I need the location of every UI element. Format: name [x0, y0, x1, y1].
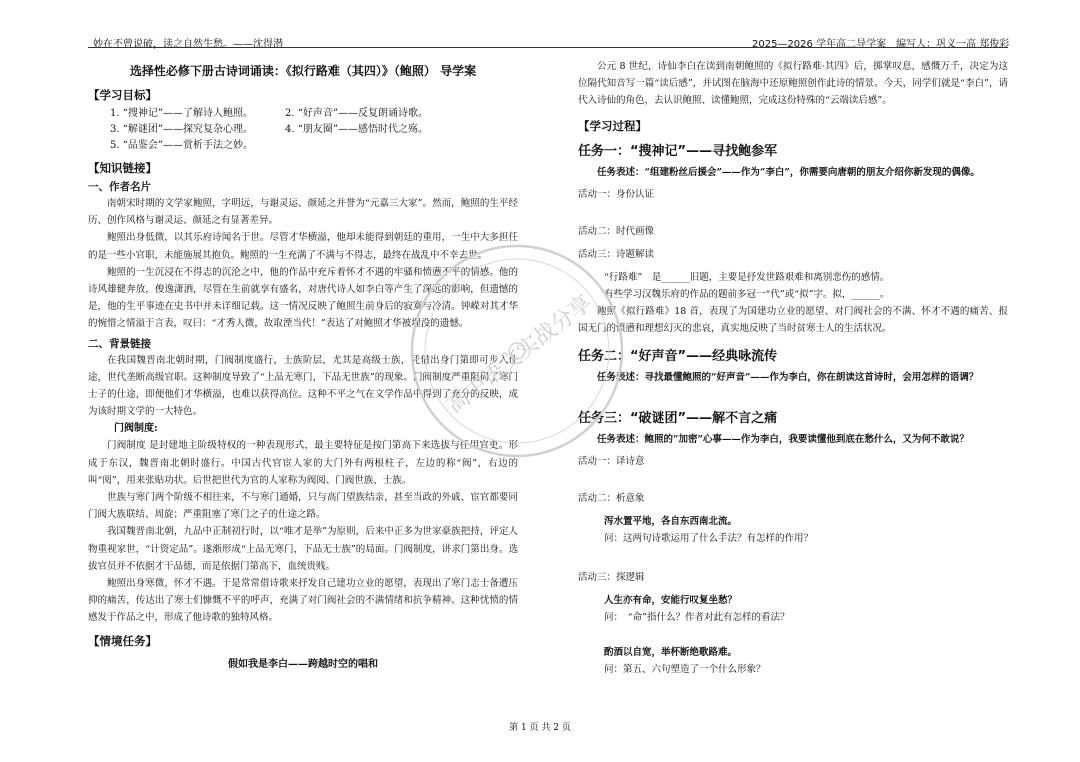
task3-question: 问：这两句诗歌运用了什么手法？有怎样的作用？	[604, 533, 814, 545]
author-paragraph: 鲍照出身低微，以其乐府诗闻名于世。尽管才华横溢，他却未能得到朝廷的重用，一生中大多担任的是一些小官职，未能施展其抱负。鲍照的一生充满了不满与不得志，最终在战乱中不幸去世。	[88, 232, 518, 261]
author-paragraph: 鲍照的一生沉浸在不得志的沉沦之中，他的作品中充斥着怀才不遇的牢骚和愤懑不平的情感。他的诗风雄健奔放，俊逸潇洒，尽管在生前就享有盛名，对唐代诗人如李白等产生了深远的影响，但遗憾的是，他的生平事迹在史书中并未详细记载。这一情况反映了鲍照生前身后的寂寞与冷清。钟嵘对其才华的惋惜之情溢于言表，叹曰：“才秀人微，故取湮当代！”表达了对鲍照才华被埋没的遗憾。	[88, 266, 518, 330]
scenario-intro: 公元 8 世纪，诗仙李白在读到南朝鲍照的《拟行路难·其四》后，掷掌叹息，感慨万千，决定为这位隔代知音写一篇“读后感”，并试图在脑海中还原鲍照创作此诗的情景。今天，同学们就是“李白”，请代入诗仙的角色，去认识鲍照、读懂鲍照，完成这份特殊的“云端读后感”。	[578, 61, 1008, 107]
goal-item: 4. “朋友圈”——感悟时代之殇。	[285, 124, 428, 135]
header-info: 2025—2026 学年高二导学案 编写人：巩义一高 郑俊彩	[752, 39, 1010, 50]
scenario-subtitle: 假如我是李白——跨越时空的唱和	[228, 658, 378, 670]
header-divider	[88, 47, 1008, 48]
task2-title: 任务二：“好声音”——经典咏流传	[578, 349, 778, 365]
goal-item: 1. “搜神记”——了解诗人鲍照。	[110, 108, 253, 119]
task1-question: 有些学习汉魏乐府的作品的题前多冠一“代”或“拟”字。拟，______。	[604, 288, 890, 300]
menfa-paragraph: 世族与寒门两个阶级不相往来，不与寒门通婚，只与高门望族结亲，甚至当政的外戚、宦官都要同门阀大族联结、周旋；严重阻塞了寒门之子的仕途之路。	[88, 492, 518, 521]
task3-activity3: 活动三：探逻辑	[578, 572, 645, 584]
knowledge-heading: 【知识链接】	[88, 161, 157, 175]
poem-line: 酌酒以自宽，举杯断绝歌路难。	[604, 647, 738, 659]
menfa-paragraph: 鲍照出身寒微，怀才不遇。于是常常借诗歌来抒发自己建功立业的愿望，表现出了寒门志士备遭压抑的痛苦，传达出了寒士们慷慨不平的呼声，充满了对门阀社会的不满情绪和抗争精神。这种忧愤的情感发于作品之中，形成了他诗歌的独特风格。	[88, 578, 518, 624]
menfa-label: 门阀制度:	[114, 423, 158, 435]
right-column	[578, 58, 1008, 678]
task2-description: 任务表述：寻找最懂鲍照的“好声音”——作为李白，你在朗读这首诗时，会用怎样的语调？	[597, 372, 979, 384]
header-motto: 妙在不曾说破，读之自然生愁。——沈得潜	[93, 39, 283, 50]
goals-list	[110, 106, 518, 154]
process-heading: 【学习过程】	[578, 118, 647, 133]
author-paragraph: 南朝宋时期的文学家鲍照，字明远，与谢灵运、颜延之并誉为“元嘉三大家”。然而，鲍照的生平经历、创作风格与谢灵运、颜延之有显著差异。	[88, 198, 518, 227]
task3-question: 问：第五、六句塑造了一个什么形象？	[604, 664, 766, 676]
menfa-paragraph: 门阀制度 是封建地主阶级特权的一种表现形式，最主要特征是按门第高下来选拔与任用官吏。形成于东汉，魏晋南北朝时盛行。中国古代官宦人家的大门外有两根柱子，左边的称“阀”，右边的叫“阅”，用来张贴功状。后世把世代为官的人家称为阀阅、门阀世族、士族。	[88, 440, 518, 486]
task1-note: 鲍照《拟行路难》18 首，表现了为国建功立业的愿望、对门阀社会的不满、怀才不遇的痛苦、报国无门的愤懑和理想幻灭的悲哀，真实地反映了当时贫寒士人的生活状况。	[578, 305, 1008, 334]
poem-line: 泻水置平地，各自东西南北流。	[604, 516, 738, 528]
background-heading: 二、背景链接	[88, 337, 151, 350]
menfa-paragraph: 我国魏晋南北朝，九品中正制初行时，以“唯才是举”为原则，后来中正多为世家豪族把持，评定人物重视家世，“计资定品”。遂渐形成“上品无寒门，下品无士族”的局面。门阀制度，讲求门第出身。选拔官员并不依据才干品德，而是依据门第高下，血统贵贱。	[88, 526, 518, 572]
task1-description: 任务表述：“组建粉丝后援会”——作为“李白”，你需要向唐朝的朋友介绍你新发现的偶像。	[597, 166, 980, 178]
page-header	[0, 0, 1080, 50]
page-title: 选择性必修下册古诗词诵读：《拟行路难（其四）》（鲍照） 导学案	[129, 64, 477, 78]
task1-activity3: 活动三：诗题解读	[578, 248, 655, 260]
task1-title: 任务一：“搜神记”——寻找鲍参军	[578, 143, 778, 159]
task3-activity2: 活动二：析意象	[578, 493, 645, 505]
goal-item: 3. “解谜团”——探究复杂心理。	[110, 124, 253, 135]
author-heading: 一、作者名片	[88, 181, 151, 193]
poem-line: 人生亦有命，安能行叹复坐愁？	[604, 595, 738, 607]
task3-description: 任务表述：鲍照的“加密”心事——作为李白，我要读懂他到底在愁什么，又为何不敢说？	[597, 434, 969, 446]
task3-title: 任务三：“破谜团”——解不言之痛	[578, 411, 778, 427]
svg-text:高中语文实战分享: 高中语文实战分享	[442, 290, 597, 419]
task1-question: “行路难” 是______旧题，主要是抒发世路艰难和离别悲伤的感情。	[604, 271, 890, 283]
goals-heading: 【学习目标】	[88, 88, 157, 102]
task1-activity2: 活动二：时代画像	[578, 225, 655, 237]
task1-activity1: 活动一：身份认证	[578, 188, 655, 200]
background-paragraph: 在我国魏晋南北朝时期，门阀制度盛行，士族阶层，尤其是高级士族，凭借出身门第即可步入仕途，世代垄断高级官职。这种制度导致了“上品无寒门，下品无世族”的现象。门阀制度严重阻碍了寒门士子的仕途，即便他们才华横溢，也难以获得高位。这种不平之气在文学作品中得到了充分的反映，成为该时期文学的一大特色。	[88, 354, 518, 418]
goal-item: 2. “好声音”——反复朗诵诗歌。	[285, 108, 428, 119]
page-footer: 第 1 页 共 2 页	[509, 723, 571, 733]
goal-item: 5. “品鉴会”——赏析手法之妙。	[110, 140, 253, 151]
task3-activity1: 活动一：译诗意	[578, 456, 645, 468]
task3-question: 问： “命”指什么？作者对此有怎样的看法？	[604, 612, 790, 624]
scenario-heading: 【情境任务】	[88, 633, 157, 648]
left-column	[88, 58, 518, 670]
